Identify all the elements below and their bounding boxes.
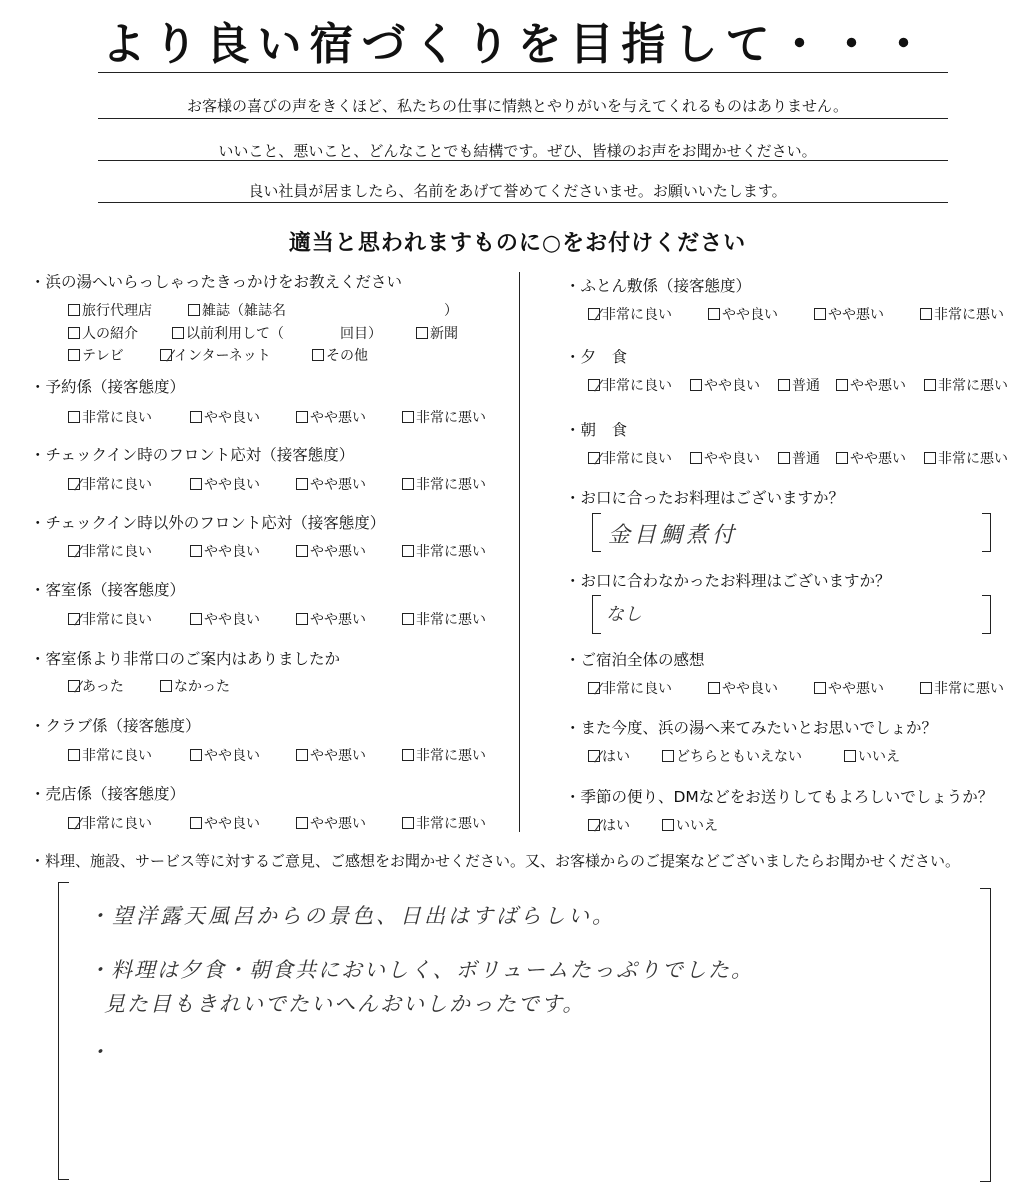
answer-bracket-left — [592, 595, 601, 634]
option-good[interactable]: やや良い — [708, 304, 778, 324]
checkbox[interactable] — [920, 308, 932, 320]
liked-dish-answer[interactable]: 金目鯛煮付 — [608, 523, 739, 548]
option-very-good[interactable]: 非常に良い — [588, 448, 672, 468]
question-room-staff: ・客室係（接客態度） — [30, 581, 186, 599]
question-futon-staff: ・ふとん敷係（接客態度） — [565, 277, 752, 295]
rule-3 — [98, 160, 948, 161]
checkbox[interactable] — [814, 682, 826, 694]
comment-line-4[interactable]: ・ — [88, 1040, 109, 1064]
option-bad[interactable]: やや悪い — [836, 448, 906, 468]
option-very-good[interactable]: 非常に良い — [68, 813, 152, 833]
checkbox[interactable] — [778, 379, 790, 391]
checkbox[interactable] — [296, 478, 308, 490]
checkbox[interactable] — [924, 452, 936, 464]
checkbox[interactable] — [836, 452, 848, 464]
checkbox[interactable] — [68, 327, 80, 339]
intro-line-1: お客様の喜びの声をきくほど、私たちの仕事に情熱とやりがいを与えてくれるものはありません。 — [187, 97, 848, 115]
question-front-other: ・チェックイン時以外のフロント応対（接客態度） — [30, 514, 386, 532]
option-very-bad[interactable]: 非常に悪い — [924, 375, 1008, 395]
option-very-good[interactable]: 非常に良い — [68, 541, 152, 561]
option-good[interactable]: やや良い — [708, 678, 778, 698]
option-tv[interactable]: テレビ — [68, 345, 124, 365]
checkbox[interactable] — [190, 545, 202, 557]
checkbox[interactable] — [844, 750, 856, 762]
instruction: 適当と思われますものに○をお付けください — [288, 230, 747, 256]
intro-line-3: 良い社員が居ましたら、名前をあげて誉めてくださいませ。お願いいたします。 — [248, 182, 787, 200]
option-very-good[interactable]: 非常に良い — [588, 304, 672, 324]
option-no[interactable]: いいえ — [844, 746, 900, 766]
option-very-good[interactable]: 非常に良い — [68, 474, 152, 494]
checkbox[interactable] — [402, 478, 414, 490]
checkbox[interactable] — [708, 682, 720, 694]
option-other[interactable]: その他 — [312, 345, 368, 365]
option-very-bad[interactable]: 非常に悪い — [920, 678, 1004, 698]
option-bad[interactable]: やや悪い — [814, 304, 884, 324]
option-bad[interactable]: やや悪い — [296, 541, 366, 561]
option-good[interactable]: やや良い — [190, 813, 260, 833]
option-magazine[interactable]: 雑誌（雑誌名 — [188, 300, 286, 320]
checkbox[interactable] — [402, 545, 414, 557]
checkbox[interactable] — [190, 749, 202, 761]
checkbox-checked[interactable] — [588, 308, 600, 320]
checkbox[interactable] — [920, 682, 932, 694]
option-internet[interactable]: インターネット — [160, 345, 271, 365]
rule-2 — [98, 118, 948, 119]
option-very-bad[interactable]: 非常に悪い — [402, 609, 486, 629]
question-club-staff: ・クラブ係（接客態度） — [30, 717, 201, 735]
comment-line-3[interactable]: 見た目もきれいでたいへんおいしかったです。 — [104, 992, 586, 1016]
checkbox[interactable] — [296, 545, 308, 557]
comment-line-2[interactable]: ・料理は夕食・朝食共においしく、ボリュームたっぷりでした。 — [88, 958, 754, 982]
comments-bracket-right — [980, 888, 991, 1182]
option-good[interactable]: やや良い — [690, 448, 760, 468]
option-bad[interactable]: やや悪い — [296, 813, 366, 833]
option-very-bad[interactable]: 非常に悪い — [924, 448, 1008, 468]
option-no[interactable]: いいえ — [662, 815, 718, 835]
option-yes[interactable]: あった — [68, 676, 124, 696]
checkbox[interactable] — [190, 478, 202, 490]
checkbox[interactable] — [402, 817, 414, 829]
checkbox[interactable] — [190, 613, 202, 625]
option-bad[interactable]: やや悪い — [814, 678, 884, 698]
option-very-good[interactable]: 非常に良い — [68, 407, 152, 427]
option-yes[interactable]: はい — [588, 746, 630, 766]
disliked-dish-answer[interactable]: なし — [606, 604, 642, 625]
option-no[interactable]: なかった — [160, 676, 230, 696]
option-good[interactable]: やや良い — [190, 609, 260, 629]
question-visit-reason: ・浜の湯へいらっしゃったきっかけをお教えください — [30, 273, 403, 291]
option-very-good[interactable]: 非常に良い — [68, 609, 152, 629]
checkbox[interactable] — [312, 349, 324, 361]
checkbox-checked[interactable] — [68, 613, 80, 625]
option-good[interactable]: やや良い — [190, 407, 260, 427]
option-bad[interactable]: やや悪い — [296, 474, 366, 494]
checkbox-checked[interactable] — [588, 379, 600, 391]
question-mailing: ・季節の便り、DMなどをお送りしてもよろしいでしょうか？ — [565, 788, 994, 806]
option-undecided[interactable]: どちらともいえない — [662, 746, 802, 766]
question-shop-staff: ・売店係（接客態度） — [30, 785, 186, 803]
checkbox[interactable] — [296, 817, 308, 829]
checkbox[interactable] — [68, 411, 80, 423]
option-referral[interactable]: 人の紹介 — [68, 323, 138, 343]
checkbox-checked[interactable] — [68, 478, 80, 490]
option-very-bad[interactable]: 非常に悪い — [920, 304, 1004, 324]
checkbox[interactable] — [190, 411, 202, 423]
option-travel-agency[interactable]: 旅行代理店 — [68, 300, 152, 320]
checkbox[interactable] — [836, 379, 848, 391]
checkbox[interactable] — [402, 749, 414, 761]
checkbox[interactable] — [708, 308, 720, 320]
option-average[interactable]: 普通 — [778, 448, 820, 468]
checkbox[interactable] — [68, 304, 80, 316]
option-good[interactable]: やや良い — [190, 541, 260, 561]
question-return-visit: ・また今度、浜の湯へ来てみたいとお思いでしょか？ — [565, 719, 938, 737]
question-liked-dish: ・お口に合ったお料理はございますか？ — [565, 489, 845, 507]
option-bad[interactable]: やや悪い — [296, 407, 366, 427]
checkbox[interactable] — [416, 327, 428, 339]
intro-line-2: いいこと、悪いこと、どんなことでも結構です。ぜひ、皆様のお声をお聞かせください。 — [218, 142, 817, 160]
checkbox-checked[interactable] — [68, 680, 80, 692]
checkbox-checked[interactable] — [588, 819, 600, 831]
checkbox[interactable] — [296, 749, 308, 761]
checkbox[interactable] — [662, 750, 674, 762]
comment-line-1[interactable]: ・望洋露天風呂からの景色、日出はすばらしい。 — [88, 904, 616, 928]
magazine-close-paren: ） — [444, 303, 458, 319]
option-very-bad[interactable]: 非常に悪い — [402, 474, 486, 494]
checkbox[interactable] — [402, 613, 414, 625]
question-reservation-staff: ・予約係（接客態度） — [30, 378, 186, 396]
option-bad[interactable]: やや悪い — [296, 609, 366, 629]
checkbox[interactable] — [778, 452, 790, 464]
rule-4 — [98, 202, 948, 203]
checkbox[interactable] — [296, 411, 308, 423]
checkbox[interactable] — [402, 411, 414, 423]
answer-bracket-right — [982, 595, 991, 634]
option-good[interactable]: やや良い — [190, 745, 260, 765]
option-yes[interactable]: はい — [588, 815, 630, 835]
checkbox[interactable] — [662, 819, 674, 831]
checkbox-checked[interactable] — [588, 750, 600, 762]
question-overall-stay: ・ご宿泊全体の感想 — [565, 651, 705, 669]
checkbox[interactable] — [690, 379, 702, 391]
question-checkin-front: ・チェックイン時のフロント応対（接客態度） — [30, 446, 355, 464]
option-repeat-visit[interactable]: 以前利用して（ — [172, 323, 284, 343]
checkbox[interactable] — [172, 327, 184, 339]
question-breakfast: ・朝 食 — [565, 421, 628, 439]
option-very-good[interactable]: 非常に良い — [68, 745, 152, 765]
checkbox-checked[interactable] — [588, 682, 600, 694]
checkbox[interactable] — [296, 613, 308, 625]
option-newspaper[interactable]: 新聞 — [416, 323, 458, 343]
comments-bracket-left — [58, 882, 69, 1180]
option-bad[interactable]: やや悪い — [836, 375, 906, 395]
option-very-good[interactable]: 非常に良い — [588, 678, 672, 698]
question-dinner: ・夕 食 — [565, 348, 628, 366]
checkbox[interactable] — [924, 379, 936, 391]
answer-bracket-right — [982, 513, 991, 552]
option-very-bad[interactable]: 非常に悪い — [402, 745, 486, 765]
answer-bracket-left — [592, 513, 601, 552]
question-disliked-dish: ・お口に合わなかったお料理はございますか？ — [565, 572, 891, 590]
comments-prompt: ・料理、施設、サービス等に対するご意見、ご感想をお聞かせください。又、お客様からのご提案などございましたらお聞かせください。 — [30, 852, 961, 870]
rule-1 — [98, 72, 948, 73]
option-very-bad[interactable]: 非常に悪い — [402, 407, 486, 427]
checkbox[interactable] — [188, 304, 200, 316]
option-very-bad[interactable]: 非常に悪い — [402, 813, 486, 833]
option-very-good[interactable]: 非常に良い — [588, 375, 672, 395]
checkbox[interactable] — [68, 349, 80, 361]
checkbox-checked[interactable] — [68, 545, 80, 557]
checkbox[interactable] — [68, 749, 80, 761]
checkbox[interactable] — [690, 452, 702, 464]
checkbox[interactable] — [190, 817, 202, 829]
checkbox-checked[interactable] — [68, 817, 80, 829]
option-good[interactable]: やや良い — [190, 474, 260, 494]
column-divider — [519, 272, 520, 832]
checkbox[interactable] — [814, 308, 826, 320]
option-very-bad[interactable]: 非常に悪い — [402, 541, 486, 561]
checkbox-checked[interactable] — [588, 452, 600, 464]
checkbox[interactable] — [160, 680, 172, 692]
page-title: より良い宿づくりを目指して・・・ — [101, 19, 934, 70]
option-good[interactable]: やや良い — [690, 375, 760, 395]
repeat-visit-count-label: 回目） — [340, 326, 382, 342]
option-average[interactable]: 普通 — [778, 375, 820, 395]
checkbox-checked[interactable] — [160, 349, 172, 361]
question-emergency-exit: ・客室係より非常口のご案内はありましたか — [30, 650, 341, 668]
option-bad[interactable]: やや悪い — [296, 745, 366, 765]
